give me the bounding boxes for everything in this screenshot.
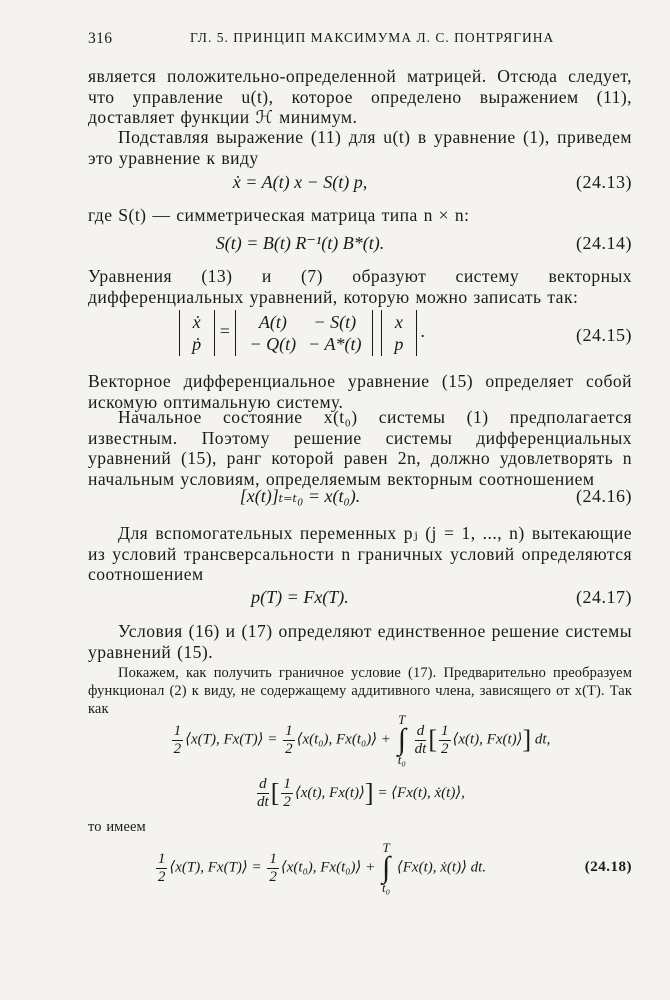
paragraph-5: Векторное дифференциальное уравнение (15) определяет собой искомую оптимальную систему.: [88, 371, 632, 412]
equation-boundary-2: [88, 776, 632, 820]
paragraph-6: Начальное состояние x(t₀) системы (1) предполагается известным. Поэтому решение системы дифференциальных уравнений (15), ранг которой равен 2n, должно удовлетворять n начальным условиям, определяемым векторным соотношением: [88, 407, 632, 489]
equation-number: (24.13): [576, 172, 632, 192]
equation-number: (24.18): [584, 859, 632, 875]
paragraph-3: где S(t) — симметрическая матрица типа n × n:: [88, 205, 470, 225]
equation-24-17: [88, 587, 632, 621]
equation-body: p(T) = Fx(T).: [251, 587, 349, 607]
xp-vector: x p: [381, 310, 417, 356]
paragraph-9: Покажем, как получить граничное условие (17). Предварительно преобразуем функционал (2) к виду, не содержащему аддитивного члена, зависящего от x(T). Так как: [88, 665, 632, 717]
running-title: ГЛ. 5. ПРИНЦИП МАКСИМУМА Л. С. ПОНТРЯГИНА: [190, 30, 555, 45]
equation-24-13: [88, 172, 632, 206]
page-number: 316: [88, 30, 113, 47]
equation-number: (24.15): [576, 325, 632, 345]
equation-number: (24.14): [576, 233, 632, 253]
equation-body: [x(t)]ₜ₌ₜ₀ = x(t₀).: [239, 486, 361, 506]
equation-24-16: [88, 486, 632, 520]
integral-identity: $\frac{1}{2}$ ⟨x(T), Fx(T)⟩ = $\frac{1}{2}$ ⟨x(t₀), Fx(t₀)⟩ + T ∫ t₀ $\frac{d}{dt}$ [ $\frac{1}{2}$ ⟨x(t), Fx(t)⟩] dt,: [173, 712, 551, 767]
integral-sign: T ∫ t₀: [397, 712, 406, 767]
integral-identity: $\frac{1}{2}$ ⟨x(T), Fx(T)⟩ = $\frac{1}{2}$ ⟨x(t₀), Fx(t₀)⟩ + T ∫ t₀ ⟨Fx(t), ẋ(t)⟩ dt.: [157, 840, 487, 895]
paragraph-4: Уравнения (13) и (7) образуют систему векторных дифференциальных уравнений, которую можно записать так:: [88, 266, 632, 307]
equation-number: (24.16): [576, 486, 632, 506]
matrix-equation: ẋ ṗ = A(t) − S(t) − Q(t) − A*(t) x p .: [88, 310, 512, 356]
system-matrix: A(t) − S(t) − Q(t) − A*(t): [235, 310, 373, 356]
equation-body: S(t) = B(t) R⁻¹(t) B*(t).: [215, 233, 385, 253]
paragraph-1: является положительно-определенной матрицей. Отсюда следует, что управление u(t), которое определено выражением (11), доставляет функции ℋ минимум.: [88, 66, 632, 127]
paragraph-7: Для вспомогательных переменных pⱼ (j = 1, ..., n) вытекающие из условий трансверсальности n граничных условий определяются соотношением: [88, 523, 632, 584]
equation-24-15: [88, 310, 632, 366]
equation-body: ẋ = A(t) x − S(t) p,: [232, 172, 368, 192]
paragraph-8: Условия (16) и (17) определяют единственное решение системы уравнений (15).: [88, 621, 632, 662]
equation-number: (24.17): [576, 587, 632, 607]
equation-24-18: [88, 842, 632, 906]
state-vector: ẋ ṗ: [179, 310, 215, 356]
paragraph-2: Подставляя выражение (11) для u(t) в уравнение (1), приведем это уравнение к виду: [88, 127, 632, 168]
equation-boundary-1: [88, 714, 632, 778]
equation-24-14: [88, 233, 632, 267]
paragraph-10: то имеем: [88, 819, 146, 835]
derivative-identity: $\frac{d}{dt}$ [ $\frac{1}{2}$ ⟨x(t), Fx(t)⟩] = ⟨Fx(t), ẋ(t)⟩,: [257, 776, 465, 810]
integral-sign: T ∫ t₀: [381, 840, 391, 895]
